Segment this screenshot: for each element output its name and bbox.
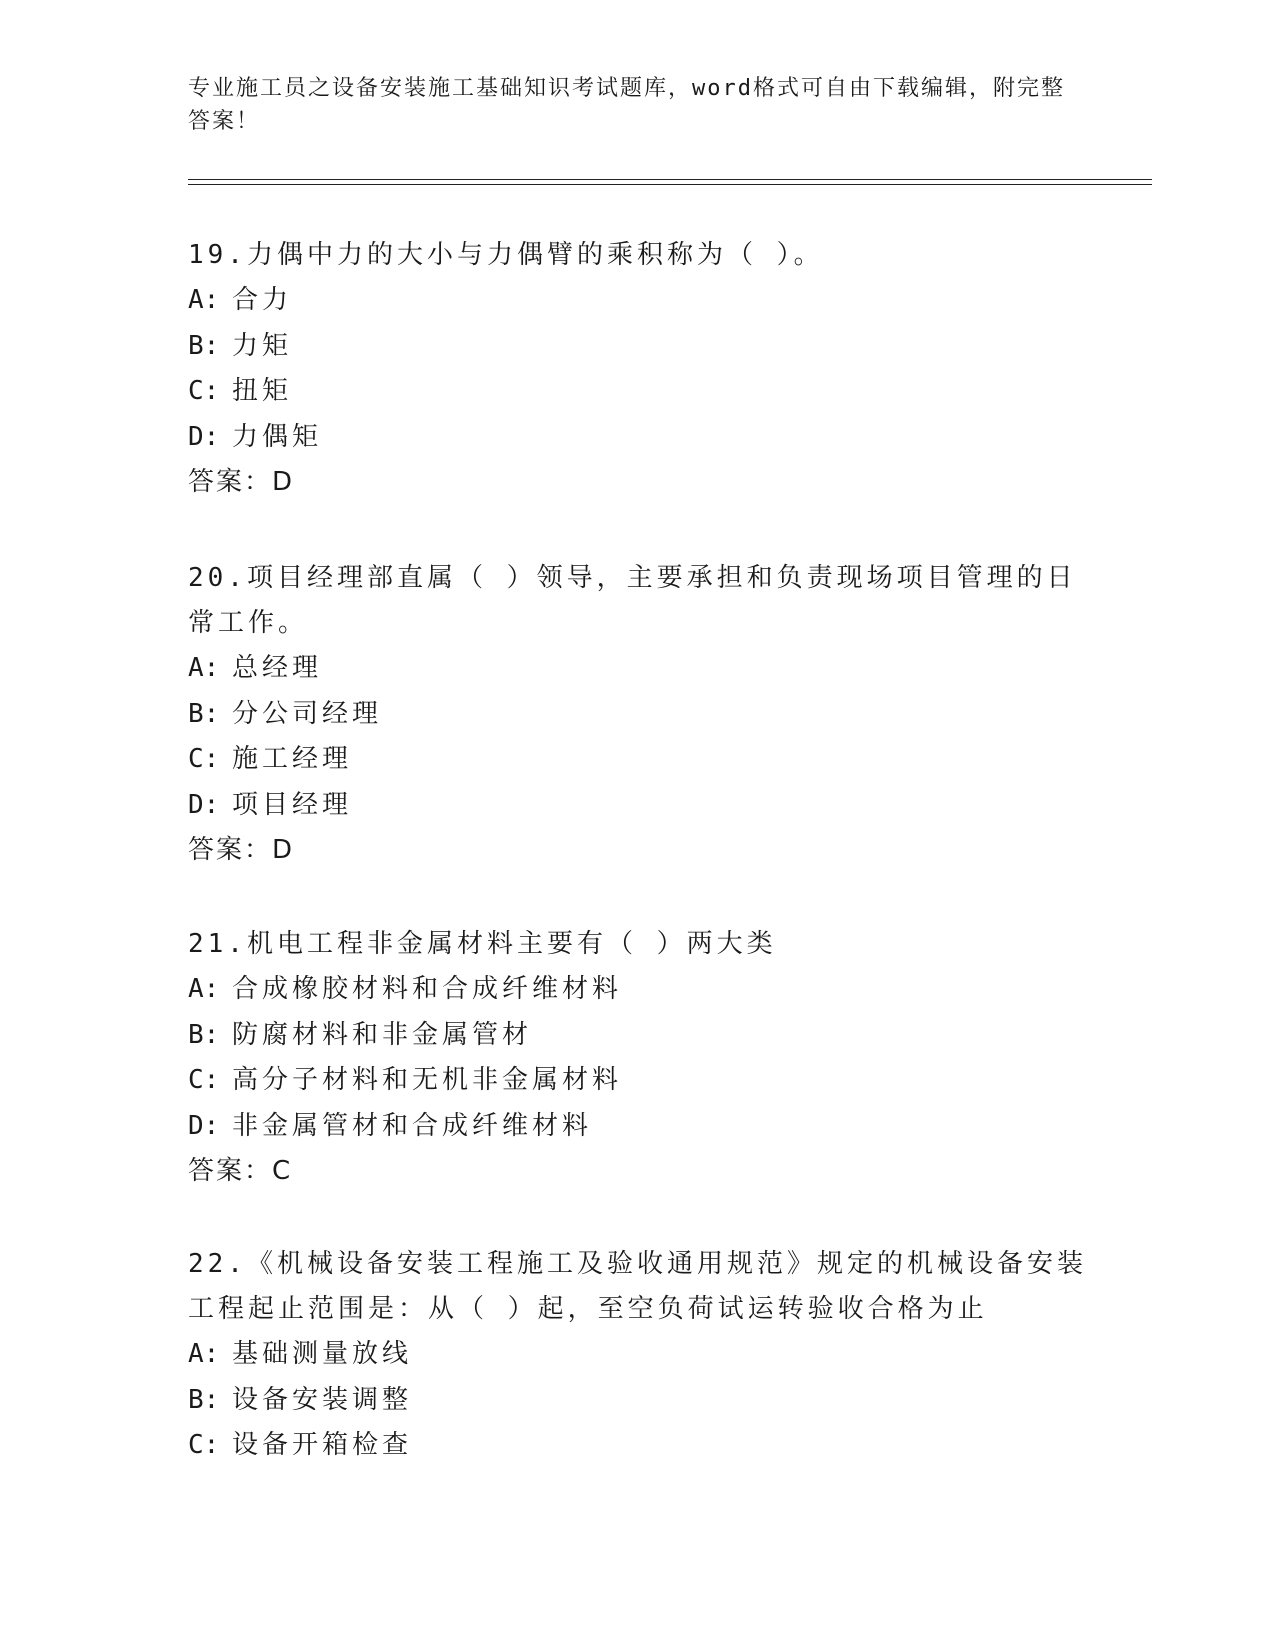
option-d [188,783,1088,829]
option-text: 总经理 [232,653,323,683]
option-key: D: [188,421,220,452]
option-key: C: [188,376,220,406]
question-stem: 21.机电工程非金属材料主要有（ ）两大类 [188,929,777,959]
header-divider-bottom [188,184,1152,185]
option-text: 力矩 [232,330,293,361]
answer-line: 答案：D [188,835,295,865]
option-c [188,369,1088,415]
question-stem: 19.力偶中力的大小与力偶臂的乘积称为（ ）。 [188,240,824,270]
option-text: 力偶矩 [232,421,323,452]
question-22 [188,1242,1088,1469]
option-c [188,1058,1088,1104]
option-a [188,967,1088,1013]
document-header-title: 专业施工员之设备安装施工基础知识考试题库，word格式可自由下载编辑，附完整答案！ [188,76,1065,134]
option-a [188,1332,1088,1378]
option-text: 项目经理 [232,789,353,820]
option-d [188,1104,1088,1150]
option-key: D: [188,789,220,820]
option-key: B: [188,1019,220,1050]
option-key: C: [188,1430,220,1460]
question-stem: 22.《机械设备安装工程施工及验收通用规范》规定的机械设备安装工程起止范围是：从（ ）起，至空负荷试运转验收合格为止 [188,1249,1087,1324]
option-c [188,737,1088,783]
option-a [188,646,1088,692]
option-b [188,692,1088,738]
header-divider-top [188,179,1152,180]
option-b [188,1013,1088,1059]
question-19 [188,233,1088,505]
option-c [188,1423,1088,1469]
option-text: 设备安装调整 [232,1384,413,1415]
option-text: 扭矩 [232,376,293,406]
question-20 [188,556,1088,873]
option-key: A: [188,285,220,315]
option-a [188,278,1088,324]
option-text: 设备开箱检查 [232,1430,413,1460]
option-text: 非金属管材和合成纤维材料 [232,1110,593,1141]
question-stem: 20.项目经理部直属（ ）领导，主要承担和负责现场项目管理的日常工作。 [188,563,1077,638]
option-text: 合成橡胶材料和合成纤维材料 [232,974,623,1004]
option-text: 施工经理 [232,744,353,774]
answer-line: 答案：C [188,1156,293,1186]
option-text: 防腐材料和非金属管材 [232,1019,533,1050]
option-text: 高分子材料和无机非金属材料 [232,1065,623,1095]
option-key: B: [188,698,220,729]
option-key: B: [188,1384,220,1415]
option-b [188,1378,1088,1424]
question-21 [188,922,1088,1194]
option-d [188,415,1088,461]
option-key: B: [188,330,220,361]
option-b [188,324,1088,370]
option-key: A: [188,653,220,683]
answer-line: 答案：D [188,467,295,497]
option-key: C: [188,1065,220,1095]
option-key: A: [188,1339,220,1369]
option-text: 基础测量放线 [232,1339,413,1369]
option-key: C: [188,744,220,774]
option-text: 合力 [232,285,293,315]
option-key: A: [188,974,220,1004]
option-key: D: [188,1110,220,1141]
option-text: 分公司经理 [232,698,383,729]
